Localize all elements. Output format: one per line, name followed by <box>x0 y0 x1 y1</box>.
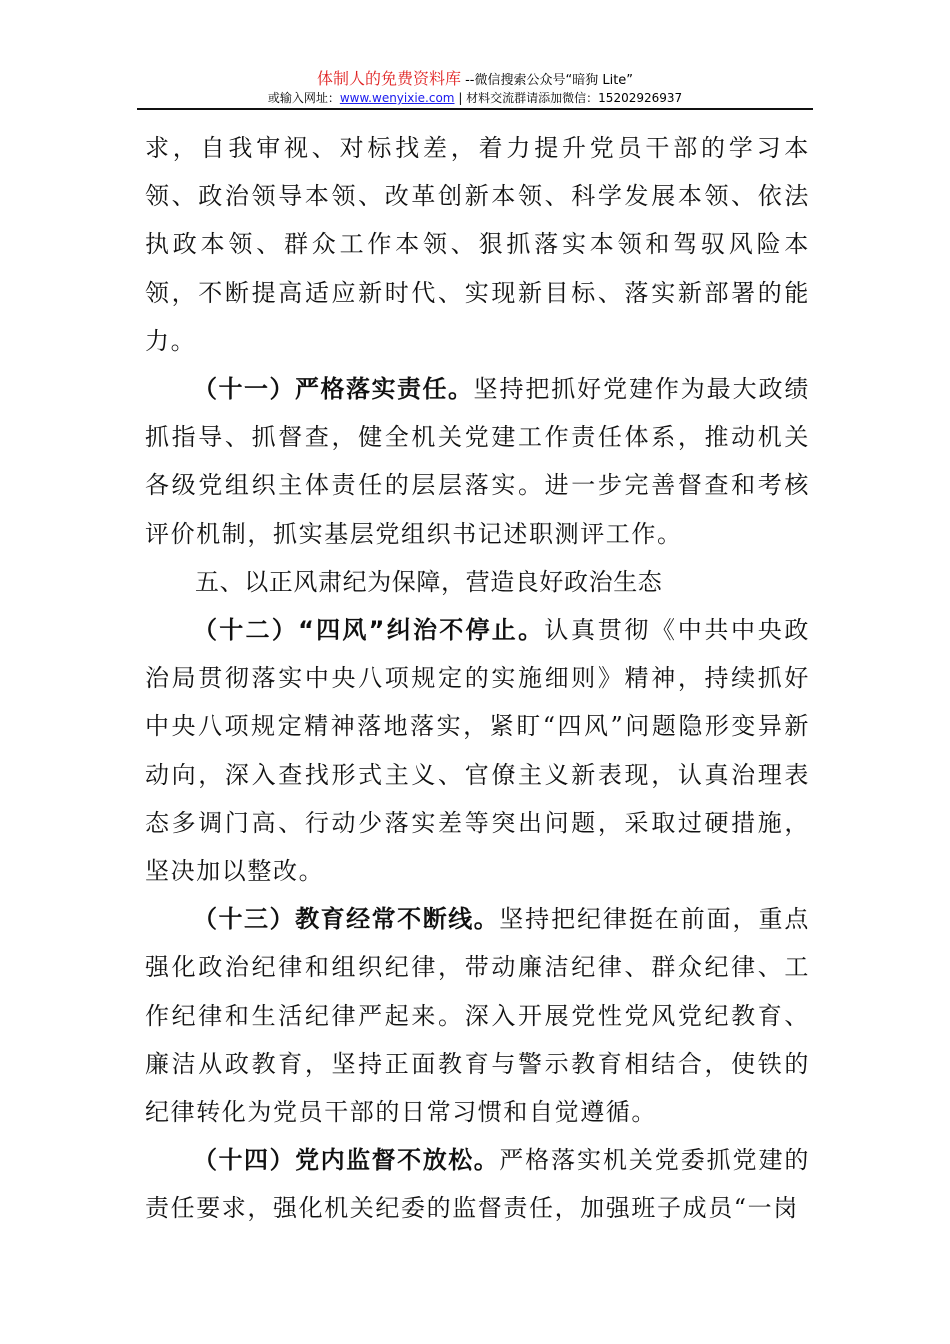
header-banner <box>137 70 813 90</box>
paragraph-11 <box>145 365 810 558</box>
header-contact-line <box>137 90 813 107</box>
paragraph-continuation: 求，自我审视、对标找差，着力提升党员干部的学习本领、政治领导本领、改革创新本领、科学发展本领、依法执政本领、群众工作本领、狠抓落实本领和驾驭风险本领，不断提高适应新时代、实现新目标、落实新部署的能力。 <box>145 134 810 355</box>
paragraph-11-body: 坚持把抓好党建作为最大政绩抓指导、抓督查，健全机关党建工作责任体系，推动机关各级党组织主体责任的层层落实。进一步完善督查和考核评价机制，抓实基层党组织书记述职测评工作。 <box>145 375 810 548</box>
paragraph-14-body: 严格落实机关党委抓党建的责任要求，强化机关纪委的监督责任，加强班子成员“一岗 <box>145 1146 810 1223</box>
paragraph-12-title: （十二）“四风”纠治不停止。 <box>193 616 545 645</box>
paragraph-12-body: 认真贯彻《中共中央政治局贯彻落实中央八项规定的实施细则》精神，持续抓好中央八项规定精神落地落实，紧盯“四风”问题隐形变异新动向，深入查找形式主义、官僚主义新表现，认真治理表态多调门高、行动少落实差等突出问题，采取过硬措施，坚决加以整改。 <box>145 616 811 886</box>
paragraph-13-title: （十三）教育经常不断线。 <box>193 905 500 934</box>
section-heading-5: 五、以正风肃纪为保障，营造良好政治生态 <box>195 567 663 596</box>
paragraph-13 <box>145 895 810 1136</box>
page-header <box>137 70 813 107</box>
contact-info: | 材料交流群请添加微信：15202926937 <box>454 91 683 105</box>
document-body <box>145 124 810 1233</box>
url-prefix: 或输入网址： <box>267 91 340 105</box>
header-divider <box>137 108 813 110</box>
header-tagline: --微信搜索公众号“暗狗 Lite” <box>460 73 634 88</box>
brand-name: 体制人的免费资料库 <box>316 69 461 88</box>
paragraph-12 <box>145 606 810 895</box>
paragraph-13-body: 坚持把纪律挺在前面，重点强化政治纪律和组织纪律，带动廉洁纪律、群众纪律、工作纪律和生活纪律严起来。深入开展党性党风党纪教育、廉洁从政教育，坚持正面教育与警示教育相结合，使铁的纪律转化为党员干部的日常习惯和自觉遵循。 <box>145 905 810 1127</box>
paragraph-14 <box>145 1136 810 1232</box>
website-link[interactable]: www.wenyixie.com <box>339 91 455 105</box>
paragraph-14-title: （十四）党内监督不放松。 <box>193 1146 500 1175</box>
paragraph-11-title: （十一）严格落实责任。 <box>193 375 474 404</box>
